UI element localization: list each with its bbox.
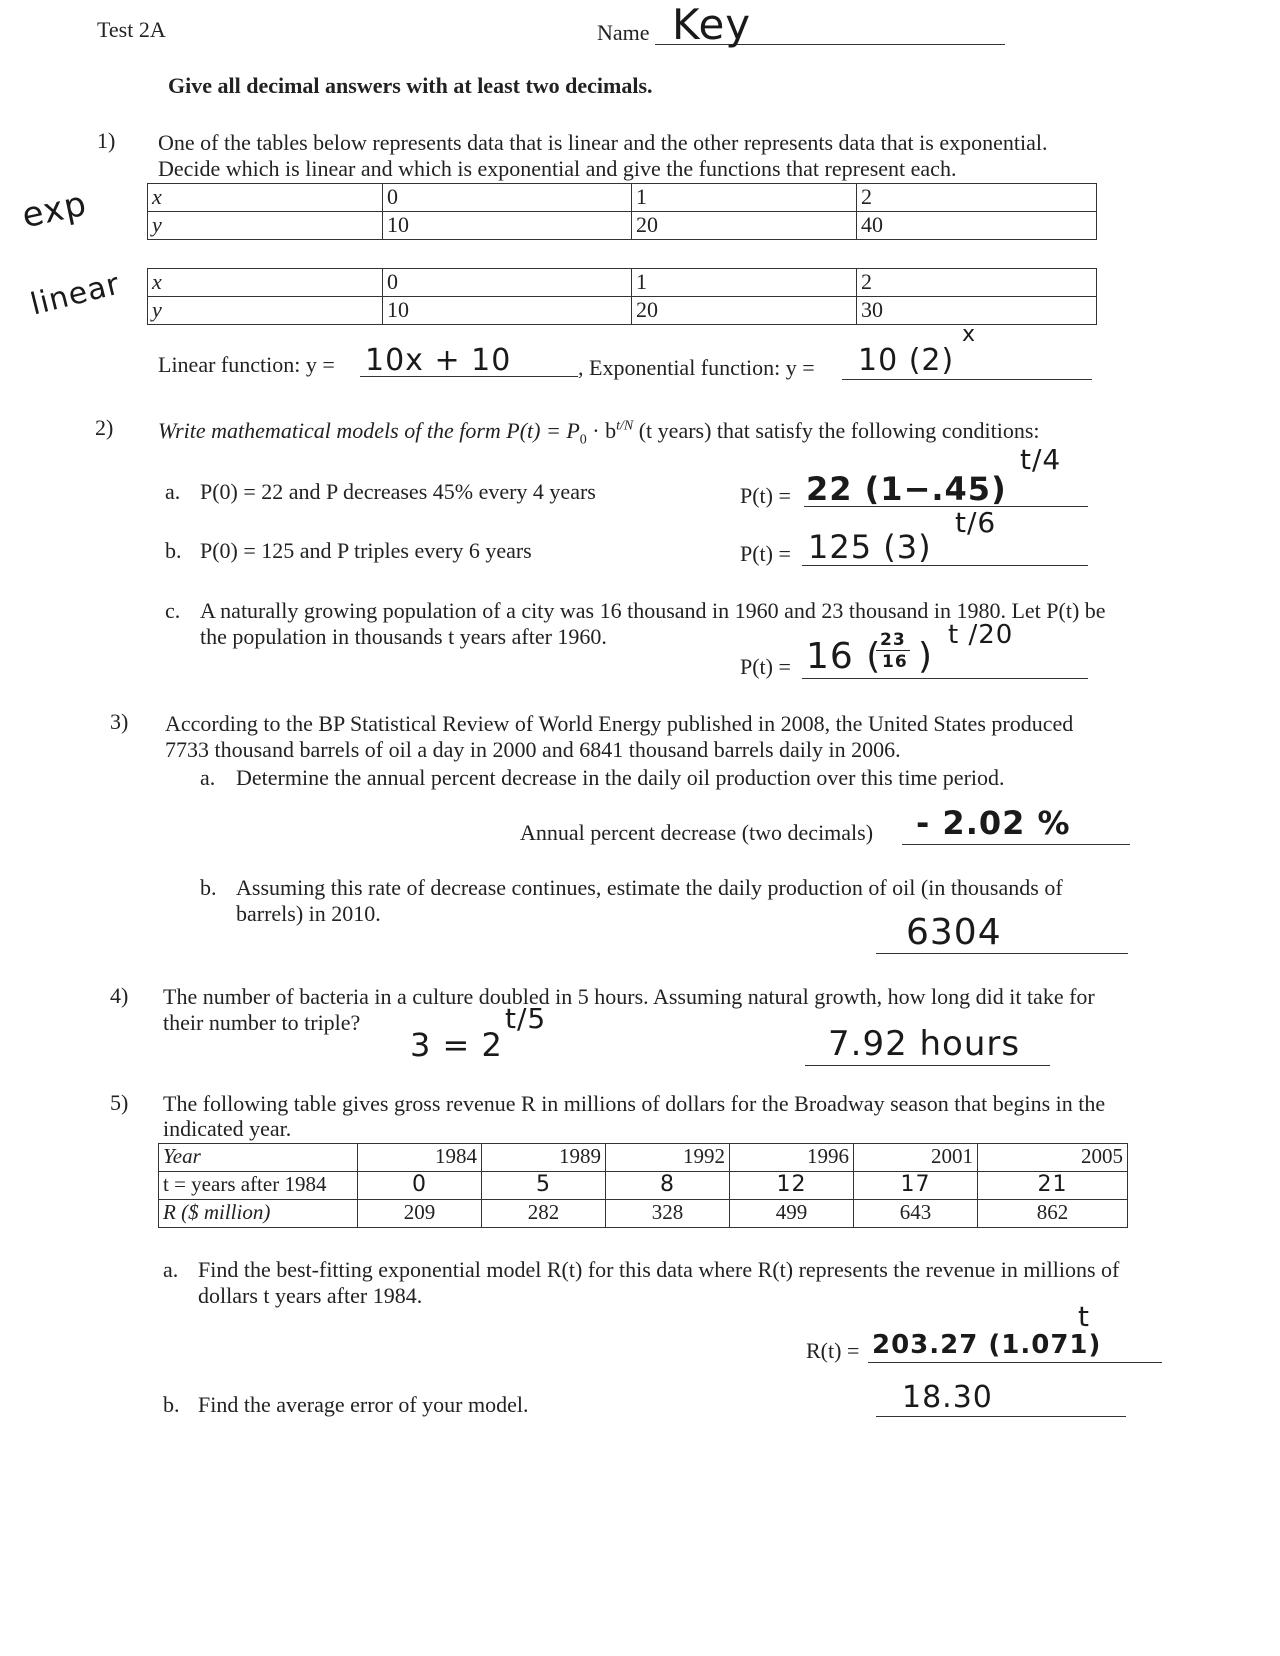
table-cell: 0 xyxy=(383,184,632,212)
name-answer: Key xyxy=(672,0,752,49)
q1-text-line1: One of the tables below represents data that is linear and the other represents data that is exponential. xyxy=(158,130,1048,155)
table-cell: 8 xyxy=(606,1172,730,1200)
q2c-answer-open: 16 ( xyxy=(806,636,882,677)
q3-number: 3) xyxy=(110,709,129,734)
table-cell: 1 xyxy=(632,184,857,212)
q5a-text-line1: Find the best-fitting exponential model R(t) for this data where R(t) represents the revenue in millions of xyxy=(198,1257,1120,1282)
q3b-text-line1: Assuming this rate of decrease continues, estimate the daily production of oil (in thousands of xyxy=(236,875,1063,900)
q3a-answer: - 2.02 % xyxy=(916,804,1071,842)
table-cell: 5 xyxy=(482,1172,606,1200)
q3b-text-line2: barrels) in 2010. xyxy=(236,901,381,926)
q1-table1 xyxy=(147,183,1097,240)
q2a-letter: a. xyxy=(165,479,181,504)
q3a-text: Determine the annual percent decrease in the daily oil production over this time period. xyxy=(236,765,1005,790)
table-cell: 17 xyxy=(854,1172,978,1200)
q2-prompt-c: (t years) that satisfy the following conditions: xyxy=(633,418,1040,443)
q2-prompt-sup: t/N xyxy=(616,418,634,434)
table-cell: Year xyxy=(159,1144,358,1172)
q4-work-exponent: t/5 xyxy=(505,1002,547,1035)
table-cell: 21 xyxy=(978,1172,1128,1200)
q4-number: 4) xyxy=(110,983,129,1008)
table-cell: t = years after 1984 xyxy=(159,1172,358,1200)
q2c-answer-close: ) xyxy=(918,636,934,677)
table-cell: x xyxy=(148,184,383,212)
q5b-answer: 18.30 xyxy=(902,1380,993,1415)
table-cell: 862 xyxy=(978,1200,1128,1228)
q2c-fraction-bar xyxy=(876,650,910,651)
table-cell: 1 xyxy=(632,269,857,297)
table-cell: 0 xyxy=(383,269,632,297)
table-cell: 282 xyxy=(482,1200,606,1228)
q2a-answer: 22 (1−.45) xyxy=(806,470,1007,508)
q2-number: 2) xyxy=(95,415,114,440)
table-row xyxy=(159,1172,1128,1200)
q1-exp-line xyxy=(842,379,1092,380)
q3a-letter: a. xyxy=(200,765,216,790)
table-cell: 2001 xyxy=(854,1144,978,1172)
q3b-answer: 6304 xyxy=(906,912,1002,953)
table-cell: 2 xyxy=(857,269,1097,297)
test-label: Test 2A xyxy=(97,17,166,42)
table-row xyxy=(148,184,1097,212)
q5b-letter: b. xyxy=(163,1392,180,1417)
q2c-text-line2: the population in thousands t years after 1960. xyxy=(200,624,607,649)
table-cell: 10 xyxy=(383,212,632,240)
q2c-line xyxy=(802,678,1088,679)
q1-linear-answer: 10x + 10 xyxy=(365,343,512,378)
q4-answer-line xyxy=(805,1065,1050,1066)
table-cell: 1992 xyxy=(606,1144,730,1172)
q4-work: 3 = 2 xyxy=(410,1026,503,1064)
q2-prompt-a: Write mathematical models of the form P(t) = P xyxy=(158,418,580,443)
q3b-line xyxy=(876,953,1128,954)
q1-exp-label: , Exponential function: y = xyxy=(578,355,815,380)
q3a-label: Annual percent decrease (two decimals) xyxy=(520,820,874,845)
table-cell: 643 xyxy=(854,1200,978,1228)
q1-exp-exponent: x xyxy=(962,322,977,347)
table-cell: 40 xyxy=(857,212,1097,240)
table-cell: 20 xyxy=(632,297,857,325)
q3-text-line1: According to the BP Statistical Review of World Energy published in 2008, the United States produced xyxy=(165,711,1074,736)
q1-table2-note: linear xyxy=(27,266,124,323)
q5-number: 5) xyxy=(110,1090,129,1115)
q5-table xyxy=(158,1143,1128,1228)
table-cell: x xyxy=(148,269,383,297)
q2-prompt-b: · b xyxy=(586,418,617,443)
q4-text-line1: The number of bacteria in a culture doubled in 5 hours. Assuming natural growth, how long did it take for xyxy=(163,984,1095,1009)
q1-linear-label: Linear function: y = xyxy=(158,352,335,377)
table-cell: R ($ million) xyxy=(159,1200,358,1228)
table-cell: 499 xyxy=(730,1200,854,1228)
q5b-text: Find the average error of your model. xyxy=(198,1392,529,1417)
table-cell: 1996 xyxy=(730,1144,854,1172)
table-cell: 20 xyxy=(632,212,857,240)
q5a-label: R(t) = xyxy=(806,1338,860,1363)
table-cell: 1984 xyxy=(358,1144,482,1172)
table-cell: 12 xyxy=(730,1172,854,1200)
q2b-label: P(t) = xyxy=(740,541,791,566)
q3-text-line2: 7733 thousand barrels of oil a day in 2000 and 6841 thousand barrels daily in 2006. xyxy=(165,737,901,762)
table-cell: 209 xyxy=(358,1200,482,1228)
table-cell: 328 xyxy=(606,1200,730,1228)
q3a-line xyxy=(902,844,1130,845)
table-cell: y xyxy=(148,297,383,325)
table-row xyxy=(159,1144,1128,1172)
q2c-exponent: t /20 xyxy=(948,620,1014,650)
q2b-exponent: t/6 xyxy=(955,506,997,539)
name-label: Name xyxy=(597,20,650,45)
q5b-line xyxy=(876,1416,1126,1417)
q5a-exponent: t xyxy=(1078,1300,1090,1333)
q2c-fraction-numerator: 23 xyxy=(880,630,906,650)
table-row xyxy=(148,212,1097,240)
table-cell: 10 xyxy=(383,297,632,325)
q2b-answer: 125 (3) xyxy=(808,528,932,566)
q2c-letter: c. xyxy=(165,598,181,623)
instructions: Give all decimal answers with at least two decimals. xyxy=(168,73,653,98)
table-cell: 0 xyxy=(358,1172,482,1200)
q1-text-line2: Decide which is linear and which is exponential and give the functions that represent each. xyxy=(158,156,957,181)
q2c-fraction-denominator: 16 xyxy=(882,652,908,672)
table-cell: y xyxy=(148,212,383,240)
table-cell: 2005 xyxy=(978,1144,1128,1172)
q2c-text-line1: A naturally growing population of a city was 16 thousand in 1960 and 23 thousand in 1980. Let P(t) be xyxy=(200,598,1106,623)
q5a-letter: a. xyxy=(163,1257,179,1282)
q2a-label: P(t) = xyxy=(740,483,791,508)
table-cell: 30 xyxy=(857,297,1097,325)
q5a-answer: 203.27 (1.071) xyxy=(872,1330,1102,1360)
q2b-letter: b. xyxy=(165,538,182,563)
q2-prompt-sub: 0 xyxy=(579,432,587,448)
q2c-label: P(t) = xyxy=(740,654,791,679)
q3b-letter: b. xyxy=(200,875,217,900)
q1-exp-answer: 10 (2) xyxy=(858,343,955,378)
q4-text-line2: their number to triple? xyxy=(163,1010,361,1035)
table-row xyxy=(159,1200,1128,1228)
q5a-line xyxy=(868,1362,1162,1363)
q2b-text: P(0) = 125 and P triples every 6 years xyxy=(200,538,532,563)
q1-table1-note: exp xyxy=(18,183,91,237)
q5a-text-line2: dollars t years after 1984. xyxy=(198,1283,423,1308)
table-cell: 2 xyxy=(857,184,1097,212)
q1-number: 1) xyxy=(97,128,116,153)
table-cell: 1989 xyxy=(482,1144,606,1172)
q1-table2 xyxy=(147,268,1097,325)
q4-answer: 7.92 hours xyxy=(828,1024,1021,1064)
table-row xyxy=(148,297,1097,325)
q5-text-line1: The following table gives gross revenue R in millions of dollars for the Broadway season that begins in the xyxy=(163,1091,1106,1116)
q2-prompt xyxy=(158,418,1040,448)
q2a-text: P(0) = 22 and P decreases 45% every 4 years xyxy=(200,479,596,504)
q2a-exponent: t/4 xyxy=(1020,443,1062,476)
q5-text-line2: indicated year. xyxy=(163,1116,292,1141)
table-row xyxy=(148,269,1097,297)
